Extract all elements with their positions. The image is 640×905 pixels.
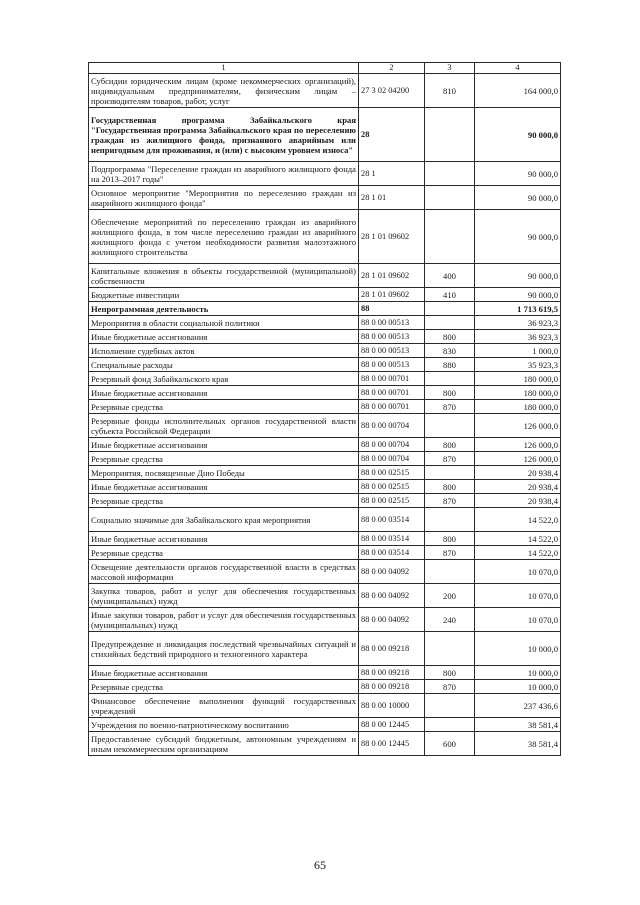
- table-row: [89, 316, 561, 330]
- row-expense-type-cell: [425, 162, 475, 186]
- row-expense-type-cell: [425, 718, 475, 732]
- row-expense-type-cell: 800: [425, 330, 475, 344]
- table-row: [89, 74, 561, 108]
- column-header-4: 4: [475, 63, 561, 74]
- table-row: [89, 344, 561, 358]
- row-code-cell: 88 0 00 03514: [359, 532, 425, 546]
- row-code-cell: 88 0 00 02515: [359, 480, 425, 494]
- row-code-cell: 28 1 01 09602: [359, 264, 425, 288]
- row-amount-cell: 90 000,0: [475, 264, 561, 288]
- row-amount-cell: 35 923,3: [475, 358, 561, 372]
- row-name-cell: Мероприятия, посвященные Дню Победы: [89, 466, 359, 480]
- row-name-cell: Резервный фонд Забайкальского края: [89, 372, 359, 386]
- table-row: [89, 186, 561, 210]
- row-expense-type-cell: [425, 108, 475, 162]
- row-amount-cell: 126 000,0: [475, 438, 561, 452]
- row-expense-type-cell: [425, 316, 475, 330]
- row-amount-cell: 14 522,0: [475, 508, 561, 532]
- table-row: [89, 108, 561, 162]
- table-row: [89, 288, 561, 302]
- row-amount-cell: 180 000,0: [475, 400, 561, 414]
- row-code-cell: 27 3 02 04200: [359, 74, 425, 108]
- row-code-cell: 88 0 00 03514: [359, 546, 425, 560]
- row-name-cell: Государственная программа Забайкальского края "Государственная программа Забайкальского края по переселению граждан из жилищного фонда, признанного аварийным или непригодным для проживания, и (или) с высоким уровнем износа": [89, 108, 359, 162]
- row-amount-cell: 90 000,0: [475, 162, 561, 186]
- row-amount-cell: 20 938,4: [475, 494, 561, 508]
- column-header-2: 2: [359, 63, 425, 74]
- table-row: [89, 358, 561, 372]
- row-expense-type-cell: 870: [425, 494, 475, 508]
- row-expense-type-cell: 870: [425, 680, 475, 694]
- page-number: 65: [314, 858, 326, 872]
- table-row: [89, 494, 561, 508]
- row-code-cell: 88 0 00 00701: [359, 386, 425, 400]
- row-expense-type-cell: 400: [425, 264, 475, 288]
- row-expense-type-cell: [425, 210, 475, 264]
- row-expense-type-cell: 800: [425, 480, 475, 494]
- table-header-row: [89, 63, 561, 74]
- row-amount-cell: 90 000,0: [475, 108, 561, 162]
- row-name-cell: Непрограммная деятельность: [89, 302, 359, 316]
- table-row: [89, 480, 561, 494]
- table-row: [89, 386, 561, 400]
- row-name-cell: Субсидии юридическим лицам (кроме некоммерческих организаций), индивидуальным предпринимателям, физическим лицам – производителям товаров, работ, услуг: [89, 74, 359, 108]
- table-row: [89, 400, 561, 414]
- row-code-cell: 88 0 00 04092: [359, 608, 425, 632]
- row-name-cell: Иные бюджетные ассигнования: [89, 532, 359, 546]
- row-amount-cell: 126 000,0: [475, 414, 561, 438]
- row-amount-cell: 1 000,0: [475, 344, 561, 358]
- row-code-cell: 88 0 00 00513: [359, 316, 425, 330]
- row-expense-type-cell: 200: [425, 584, 475, 608]
- row-amount-cell: 237 436,6: [475, 694, 561, 718]
- row-expense-type-cell: [425, 694, 475, 718]
- row-expense-type-cell: [425, 466, 475, 480]
- row-amount-cell: 38 581,4: [475, 718, 561, 732]
- row-amount-cell: 180 000,0: [475, 386, 561, 400]
- table-row: [89, 302, 561, 316]
- row-name-cell: Финансовое обеспечение выполнения функций государственных учреждений: [89, 694, 359, 718]
- row-code-cell: 28 1 01 09602: [359, 210, 425, 264]
- table-row: [89, 546, 561, 560]
- table-row: [89, 560, 561, 584]
- row-code-cell: 88 0 00 09218: [359, 666, 425, 680]
- row-name-cell: Иные бюджетные ассигнования: [89, 480, 359, 494]
- row-expense-type-cell: 240: [425, 608, 475, 632]
- row-name-cell: Подпрограмма "Переселение граждан из аварийного жилищного фонда на 2013–2017 годы": [89, 162, 359, 186]
- table-row: [89, 210, 561, 264]
- row-amount-cell: 20 938,4: [475, 466, 561, 480]
- row-name-cell: Предоставление субсидий бюджетным, автономным учреждениям и иным некоммерческим организациям: [89, 732, 359, 756]
- budget-table: [88, 62, 561, 756]
- table-row: [89, 718, 561, 732]
- table-row: [89, 414, 561, 438]
- row-amount-cell: 90 000,0: [475, 210, 561, 264]
- row-name-cell: Резервные средства: [89, 400, 359, 414]
- table-row: [89, 466, 561, 480]
- row-expense-type-cell: 800: [425, 532, 475, 546]
- row-code-cell: 88 0 00 04092: [359, 584, 425, 608]
- row-amount-cell: 20 938,4: [475, 480, 561, 494]
- budget-table-page: [88, 62, 560, 756]
- row-name-cell: Иные бюджетные ассигнования: [89, 386, 359, 400]
- row-code-cell: 28: [359, 108, 425, 162]
- row-expense-type-cell: 600: [425, 732, 475, 756]
- row-name-cell: Учреждения по военно-патриотическому воспитанию: [89, 718, 359, 732]
- row-name-cell: Резервные фонды исполнительных органов государственной власти субъекта Российской Федерации: [89, 414, 359, 438]
- row-expense-type-cell: 800: [425, 386, 475, 400]
- row-code-cell: 28 1 01 09602: [359, 288, 425, 302]
- row-name-cell: Резервные средства: [89, 546, 359, 560]
- column-header-3: 3: [425, 63, 475, 74]
- row-expense-type-cell: 870: [425, 400, 475, 414]
- row-code-cell: 88 0 00 00704: [359, 414, 425, 438]
- row-name-cell: Иные бюджетные ассигнования: [89, 438, 359, 452]
- table-row: [89, 694, 561, 718]
- column-header-1: 1: [89, 63, 359, 74]
- row-code-cell: 88 0 00 00513: [359, 330, 425, 344]
- row-name-cell: Резервные средства: [89, 452, 359, 466]
- table-row: [89, 264, 561, 288]
- row-amount-cell: 10 070,0: [475, 608, 561, 632]
- row-code-cell: 88: [359, 302, 425, 316]
- row-code-cell: 88 0 00 02515: [359, 466, 425, 480]
- row-expense-type-cell: [425, 508, 475, 532]
- row-name-cell: Закупка товаров, работ и услуг для обеспечения государственных (муниципальных) нужд: [89, 584, 359, 608]
- table-row: [89, 632, 561, 666]
- row-amount-cell: 90 000,0: [475, 288, 561, 302]
- row-expense-type-cell: 410: [425, 288, 475, 302]
- row-expense-type-cell: [425, 414, 475, 438]
- table-row: [89, 330, 561, 344]
- row-amount-cell: 38 581,4: [475, 732, 561, 756]
- row-expense-type-cell: 800: [425, 666, 475, 680]
- table-row: [89, 608, 561, 632]
- row-code-cell: 88 0 00 00701: [359, 400, 425, 414]
- row-code-cell: 88 0 00 00704: [359, 438, 425, 452]
- row-code-cell: 88 0 00 00513: [359, 344, 425, 358]
- row-code-cell: 88 0 00 12445: [359, 732, 425, 756]
- table-row: [89, 372, 561, 386]
- row-code-cell: 88 0 00 02515: [359, 494, 425, 508]
- row-expense-type-cell: [425, 302, 475, 316]
- row-code-cell: 88 0 00 03514: [359, 508, 425, 532]
- row-amount-cell: 90 000,0: [475, 186, 561, 210]
- table-row: [89, 584, 561, 608]
- row-amount-cell: 126 000,0: [475, 452, 561, 466]
- row-amount-cell: 1 713 619,5: [475, 302, 561, 316]
- table-row: [89, 532, 561, 546]
- row-amount-cell: 14 522,0: [475, 546, 561, 560]
- row-expense-type-cell: 810: [425, 74, 475, 108]
- row-name-cell: Социально значимые для Забайкальского края мероприятия: [89, 508, 359, 532]
- row-name-cell: Резервные средства: [89, 680, 359, 694]
- row-name-cell: Освещение деятельности органов государственной власти в средствах массовой информации: [89, 560, 359, 584]
- row-amount-cell: 10 000,0: [475, 632, 561, 666]
- row-name-cell: Мероприятия в области социальной политики: [89, 316, 359, 330]
- row-amount-cell: 180 000,0: [475, 372, 561, 386]
- row-expense-type-cell: 830: [425, 344, 475, 358]
- row-code-cell: 88 0 00 00513: [359, 358, 425, 372]
- row-expense-type-cell: 880: [425, 358, 475, 372]
- row-name-cell: Обеспечение мероприятий по переселению граждан из аварийного жилищного фонда, в том числе переселению граждан из аварийного жилищного фонда с учетом необходимости развития малоэтажного жилищного строительства: [89, 210, 359, 264]
- row-amount-cell: 10 070,0: [475, 560, 561, 584]
- row-name-cell: Иные бюджетные ассигнования: [89, 330, 359, 344]
- row-amount-cell: 36 923,3: [475, 316, 561, 330]
- row-expense-type-cell: 870: [425, 546, 475, 560]
- row-code-cell: 88 0 00 12445: [359, 718, 425, 732]
- table-row: [89, 666, 561, 680]
- row-expense-type-cell: 870: [425, 452, 475, 466]
- row-amount-cell: 10 000,0: [475, 680, 561, 694]
- row-code-cell: 28 1 01: [359, 186, 425, 210]
- row-amount-cell: 10 000,0: [475, 666, 561, 680]
- row-amount-cell: 164 000,0: [475, 74, 561, 108]
- row-name-cell: Специальные расходы: [89, 358, 359, 372]
- row-expense-type-cell: [425, 560, 475, 584]
- table-row: [89, 452, 561, 466]
- row-code-cell: 88 0 00 00701: [359, 372, 425, 386]
- row-expense-type-cell: [425, 632, 475, 666]
- row-expense-type-cell: [425, 186, 475, 210]
- row-name-cell: Капитальные вложения в объекты государственной (муниципальной) собственности: [89, 264, 359, 288]
- row-name-cell: Предупреждение и ликвидация последствий чрезвычайных ситуаций и стихийных бедствий природного и техногенного характера: [89, 632, 359, 666]
- table-row: [89, 508, 561, 532]
- table-row: [89, 732, 561, 756]
- table-row: [89, 438, 561, 452]
- table-row: [89, 162, 561, 186]
- table-row: [89, 680, 561, 694]
- row-amount-cell: 10 070,0: [475, 584, 561, 608]
- row-amount-cell: 36 923,3: [475, 330, 561, 344]
- row-name-cell: Иные бюджетные ассигнования: [89, 666, 359, 680]
- row-name-cell: Исполнение судебных актов: [89, 344, 359, 358]
- table-body: [89, 74, 561, 756]
- row-code-cell: 88 0 00 09218: [359, 680, 425, 694]
- row-name-cell: Бюджетные инвестиции: [89, 288, 359, 302]
- row-amount-cell: 14 522,0: [475, 532, 561, 546]
- row-code-cell: 88 0 00 04092: [359, 560, 425, 584]
- row-name-cell: Основное мероприятие "Мероприятия по переселению граждан из аварийного жилищного фонда": [89, 186, 359, 210]
- row-name-cell: Резервные средства: [89, 494, 359, 508]
- row-expense-type-cell: 800: [425, 438, 475, 452]
- row-code-cell: 28 1: [359, 162, 425, 186]
- row-code-cell: 88 0 00 10000: [359, 694, 425, 718]
- row-code-cell: 88 0 00 00704: [359, 452, 425, 466]
- row-name-cell: Иные закупки товаров, работ и услуг для обеспечения государственных (муниципальных) нужд: [89, 608, 359, 632]
- row-code-cell: 88 0 00 09218: [359, 632, 425, 666]
- row-expense-type-cell: [425, 372, 475, 386]
